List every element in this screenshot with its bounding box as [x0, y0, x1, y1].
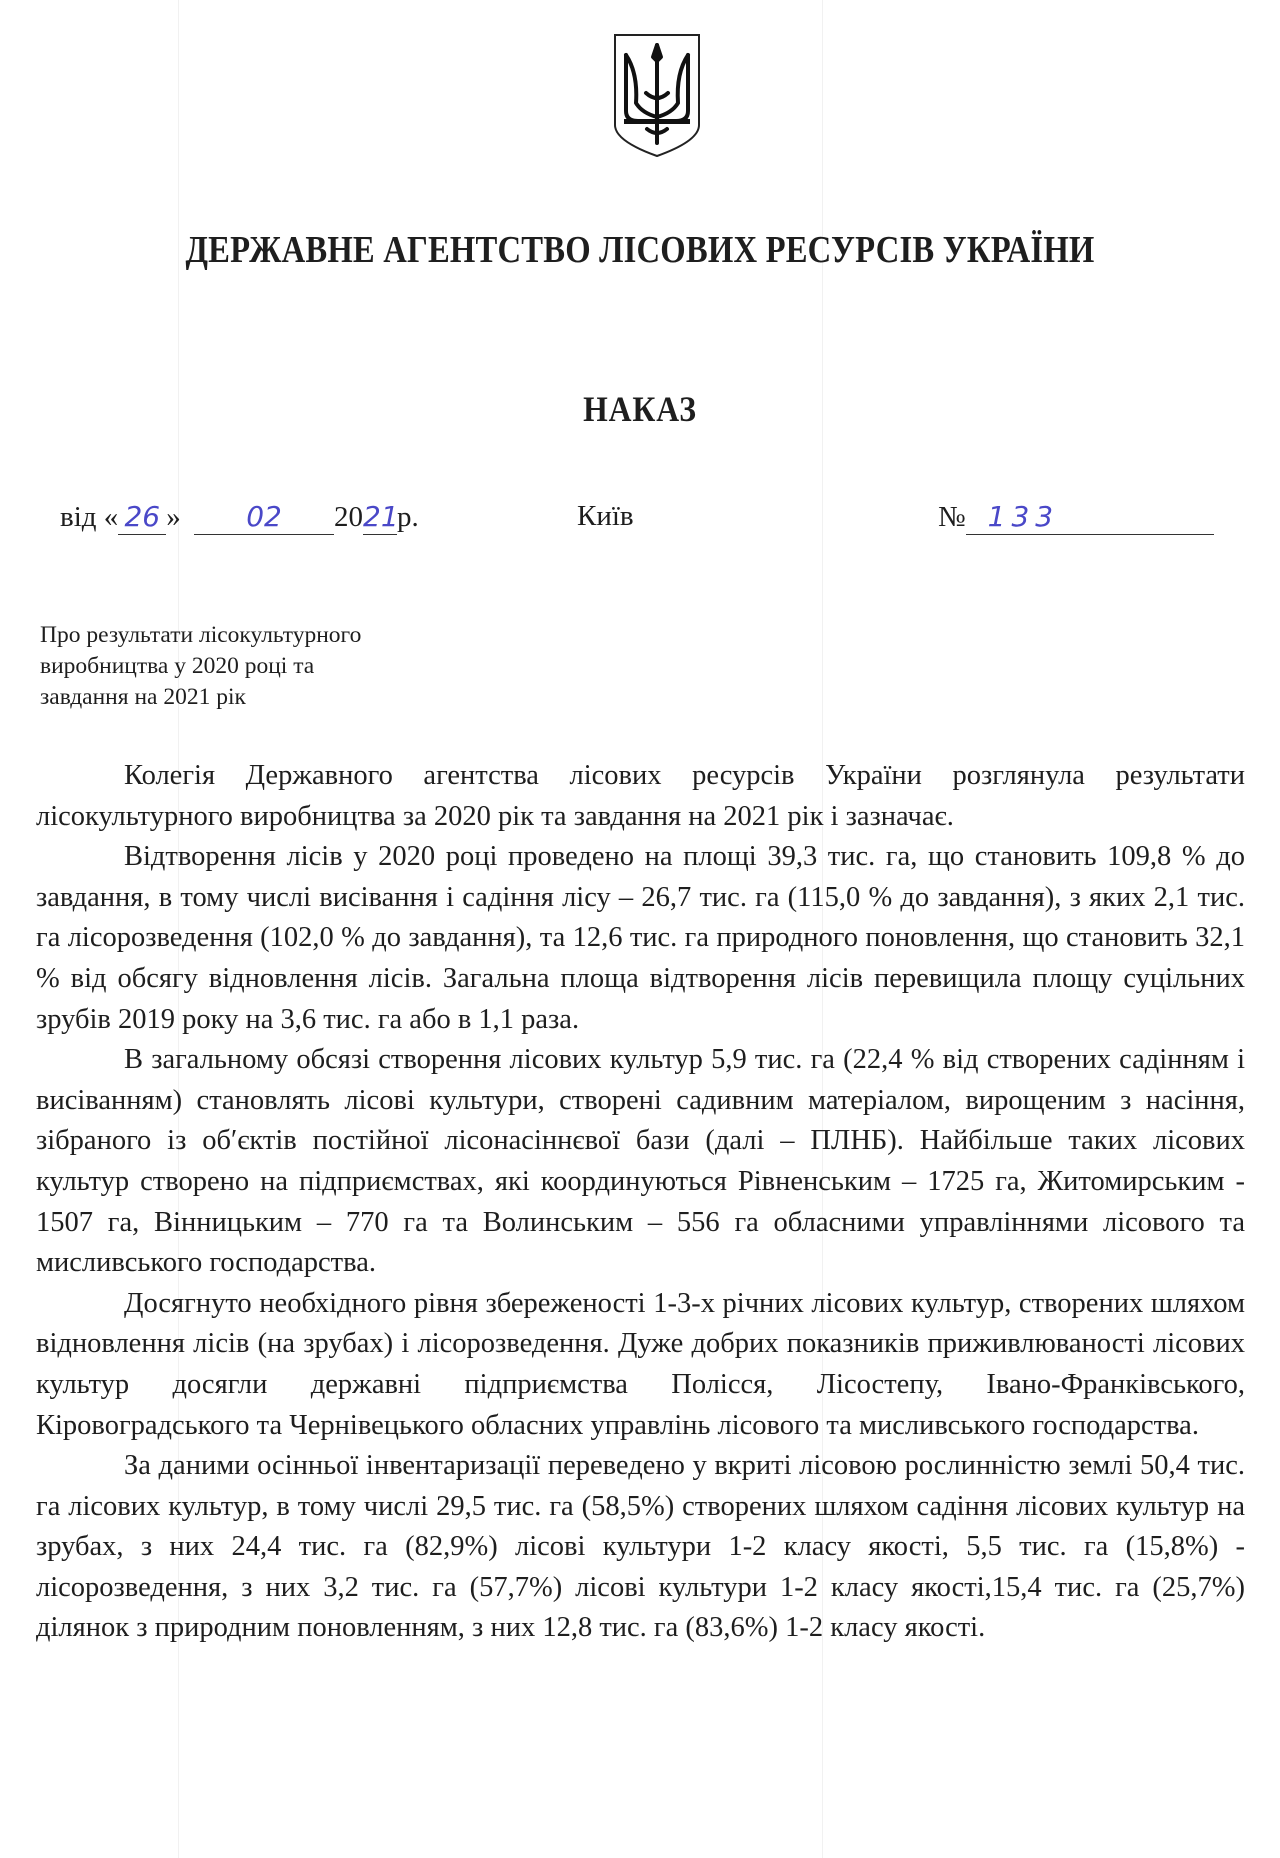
subject-line: Про результати лісокультурного	[40, 622, 362, 648]
body-paragraph: За даними осінньої інвентаризації переведено у вкриті лісовою рослинністю землі 50,4 тис. га лісових культур, в тому числі 29,5 тис. га (58,5%) створених шляхом садіння лісових культур на зрубах, з них 24,4 тис. га (82,9%) лісові культури 1-2 класу якості, 5,5 тис. га (15,8%) - лісорозведення, з них 3,2 тис. га (57,7%) лісові культури 1-2 класу якості,15,4 тис. га (25,7%) ділянок з природним поновленням, з них 12,8 тис. га (83,6%) 1-2 класу якості.	[36, 1450, 1245, 1644]
order-number-label: №	[938, 501, 966, 533]
date-from-label: від «	[60, 501, 119, 533]
city: Київ	[577, 500, 634, 532]
subject-line: виробництва у 2020 році та	[40, 653, 315, 679]
handwritten-day: 26	[124, 500, 161, 533]
date-month-field	[194, 500, 334, 535]
date-day-field	[118, 500, 166, 535]
date-year-field	[363, 500, 397, 535]
order-number	[938, 500, 1214, 535]
order-body	[36, 756, 1245, 1649]
agency-name: ДЕРЖАВНЕ АГЕНТСТВО ЛІСОВИХ РЕСУРСІВ УКРАЇНИ	[185, 229, 1095, 271]
ukraine-trident-coat-of-arms-icon	[612, 33, 702, 158]
handwritten-order-number: 133	[987, 500, 1060, 533]
handwritten-month: 02	[246, 500, 282, 533]
body-paragraph: Відтворення лісів у 2020 році проведено на площі 39,3 тис. га, що становить 109,8 % до завдання, в тому числі висівання і садіння лісу – 26,7 тис. га (115,0 % до завдання), з яких 2,1 тис. га лісорозведення (102,0 % до завдання), та 12,6 тис. га природного поновлення, що становить 32,1 % від обсягу відновлення лісів. Загальна площа відтворення лісів перевищила площу суцільних зрубів 2019 року на 3,6 тис. га або в 1,1 раза.	[36, 841, 1245, 1035]
date-day-close: »	[166, 501, 181, 533]
body-paragraph: В загальному обсязі створення лісових культур 5,9 тис. га (22,4 % від створених садінням і висіванням) становлять лісові культури, створені садивним матеріалом, вирощеним з насіння, зібраного із об′єктів постійної лісонасіннєвої бази (далі – ПЛНБ). Найбільше таких лісових культур створено на підприємствах, які координуються Рівненським – 1725 га, Житомирським - 1507 га, Вінницьким – 770 га та Волинським – 556 га обласними управліннями лісового та мисливського господарства.	[36, 1044, 1245, 1279]
date-line	[60, 500, 419, 535]
subject-line: завдання на 2021 рік	[40, 684, 246, 710]
order-subject	[40, 620, 500, 713]
body-paragraph: Досягнуто необхідного рівня збереженості 1-3-х річних лісових культур, створених шляхом відновлення лісів (на зрубах) і лісорозведення. Дуже добрих показників приживлюваності лісових культур досягли державні підприємства Полісся, Лісостепу, Івано-Франківського, Кіровоградського та Чернівецького обласних управлінь лісового та мисливського господарства.	[36, 1287, 1245, 1441]
date-year-unit: р.	[397, 501, 419, 533]
document-type-title: НАКАЗ	[583, 389, 697, 429]
body-paragraph: Колегія Державного агентства лісових ресурсів України розглянула результати лісокультурного виробництва за 2020 рік та завдання на 2021 рік і зазначає.	[36, 760, 1245, 832]
date-year-prefix: 20	[334, 501, 364, 533]
order-number-field	[966, 500, 1214, 535]
handwritten-year: 21	[363, 500, 399, 533]
